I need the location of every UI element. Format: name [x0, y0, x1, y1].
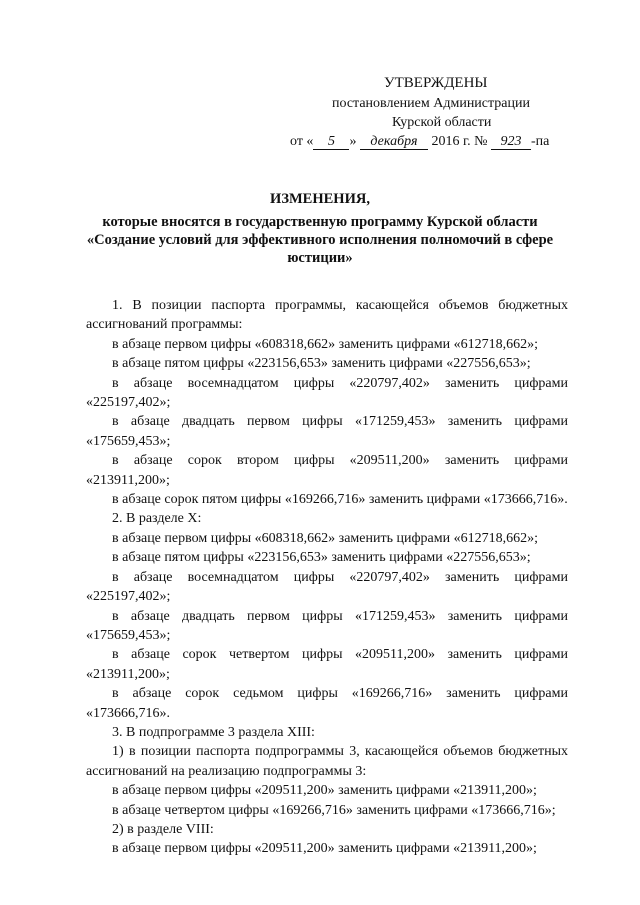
changes-subtitle-line1: которые вносятся в государственную программу Курской области: [102, 214, 538, 230]
date-year: 2016 г. №: [431, 134, 488, 149]
paragraph: в абзаце сорок втором цифры «209511,200» заменить цифрами «213911,200»;: [86, 453, 568, 488]
paragraph: в абзаце двадцать первом цифры «171259,453» заменить цифрами «175659,453»;: [86, 414, 568, 449]
paragraph: в абзаце первом цифры «209511,200» заменить цифрами «213911,200»;: [112, 783, 537, 799]
approval-region: Курской области: [392, 115, 492, 130]
paragraph: в абзаце первом цифры «608318,662» заменить цифрами «612718,662»;: [112, 530, 538, 546]
changes-subtitle-line2: «Создание условий для эффективного исполнения полномочий в сфере: [86, 232, 554, 248]
document-number: 923: [491, 135, 531, 150]
paragraph: в абзаце четвертом цифры «169266,716» заменить цифрами «173666,716»;: [112, 802, 556, 818]
changes-subtitle-line3: юстиции»: [287, 250, 353, 266]
paragraph: в абзаце пятом цифры «223156,653» заменить цифрами «227556,653»;: [112, 356, 531, 372]
number-suffix: -па: [530, 134, 550, 149]
paragraph: в абзаце восемнадцатом цифры «220797,402» заменить цифрами «225197,402»;: [86, 375, 568, 411]
date-prefix: от «: [290, 134, 314, 149]
paragraph: в абзаце двадцать первом цифры «171259,453» заменить цифрами «175659,453»;: [86, 608, 568, 643]
paragraph: 2. В разделе X:: [112, 511, 202, 527]
paragraph: 2) в разделе VIII:: [112, 821, 214, 837]
changes-heading: ИЗМЕНЕНИЯ,: [270, 191, 370, 207]
date-month: декабря: [360, 135, 428, 150]
document-body: [86, 296, 568, 859]
paragraph: 1. В позиции паспорта программы, касающейся объемов бюджетных ассигнований программы:: [86, 298, 568, 333]
paragraph: в абзаце восемнадцатом цифры «220797,402» заменить цифрами «225197,402»;: [86, 569, 568, 605]
approval-heading: УТВЕРЖДЕНЫ: [384, 75, 488, 91]
paragraph: в абзаце первом цифры «608318,662» заменить цифрами «612718,662»;: [112, 336, 538, 352]
paragraph: в абзаце сорок четвертом цифры «209511,200» заменить цифрами «213911,200»;: [86, 647, 568, 682]
date-mid: »: [349, 134, 357, 149]
date-day: 5: [313, 135, 349, 150]
approval-resolution: постановлением Администрации: [332, 96, 530, 111]
paragraph: в абзаце сорок пятом цифры «169266,716» заменить цифрами «173666,716».: [112, 492, 568, 508]
paragraph: в абзаце первом цифры «209511,200» заменить цифрами «213911,200»;: [112, 841, 537, 857]
approval-date-line: [290, 132, 549, 151]
paragraph: в абзаце сорок седьмом цифры «169266,716» заменить цифрами «173666,716».: [86, 686, 568, 721]
paragraph: 1) в позиции паспорта подпрограммы 3, касающейся объемов бюджетных ассигнований на реализацию подпрограммы 3:: [86, 744, 568, 779]
paragraph: в абзаце пятом цифры «223156,653» заменить цифрами «227556,653»;: [112, 550, 531, 566]
paragraph: 3. В подпрограмме 3 раздела XIII:: [112, 724, 315, 740]
